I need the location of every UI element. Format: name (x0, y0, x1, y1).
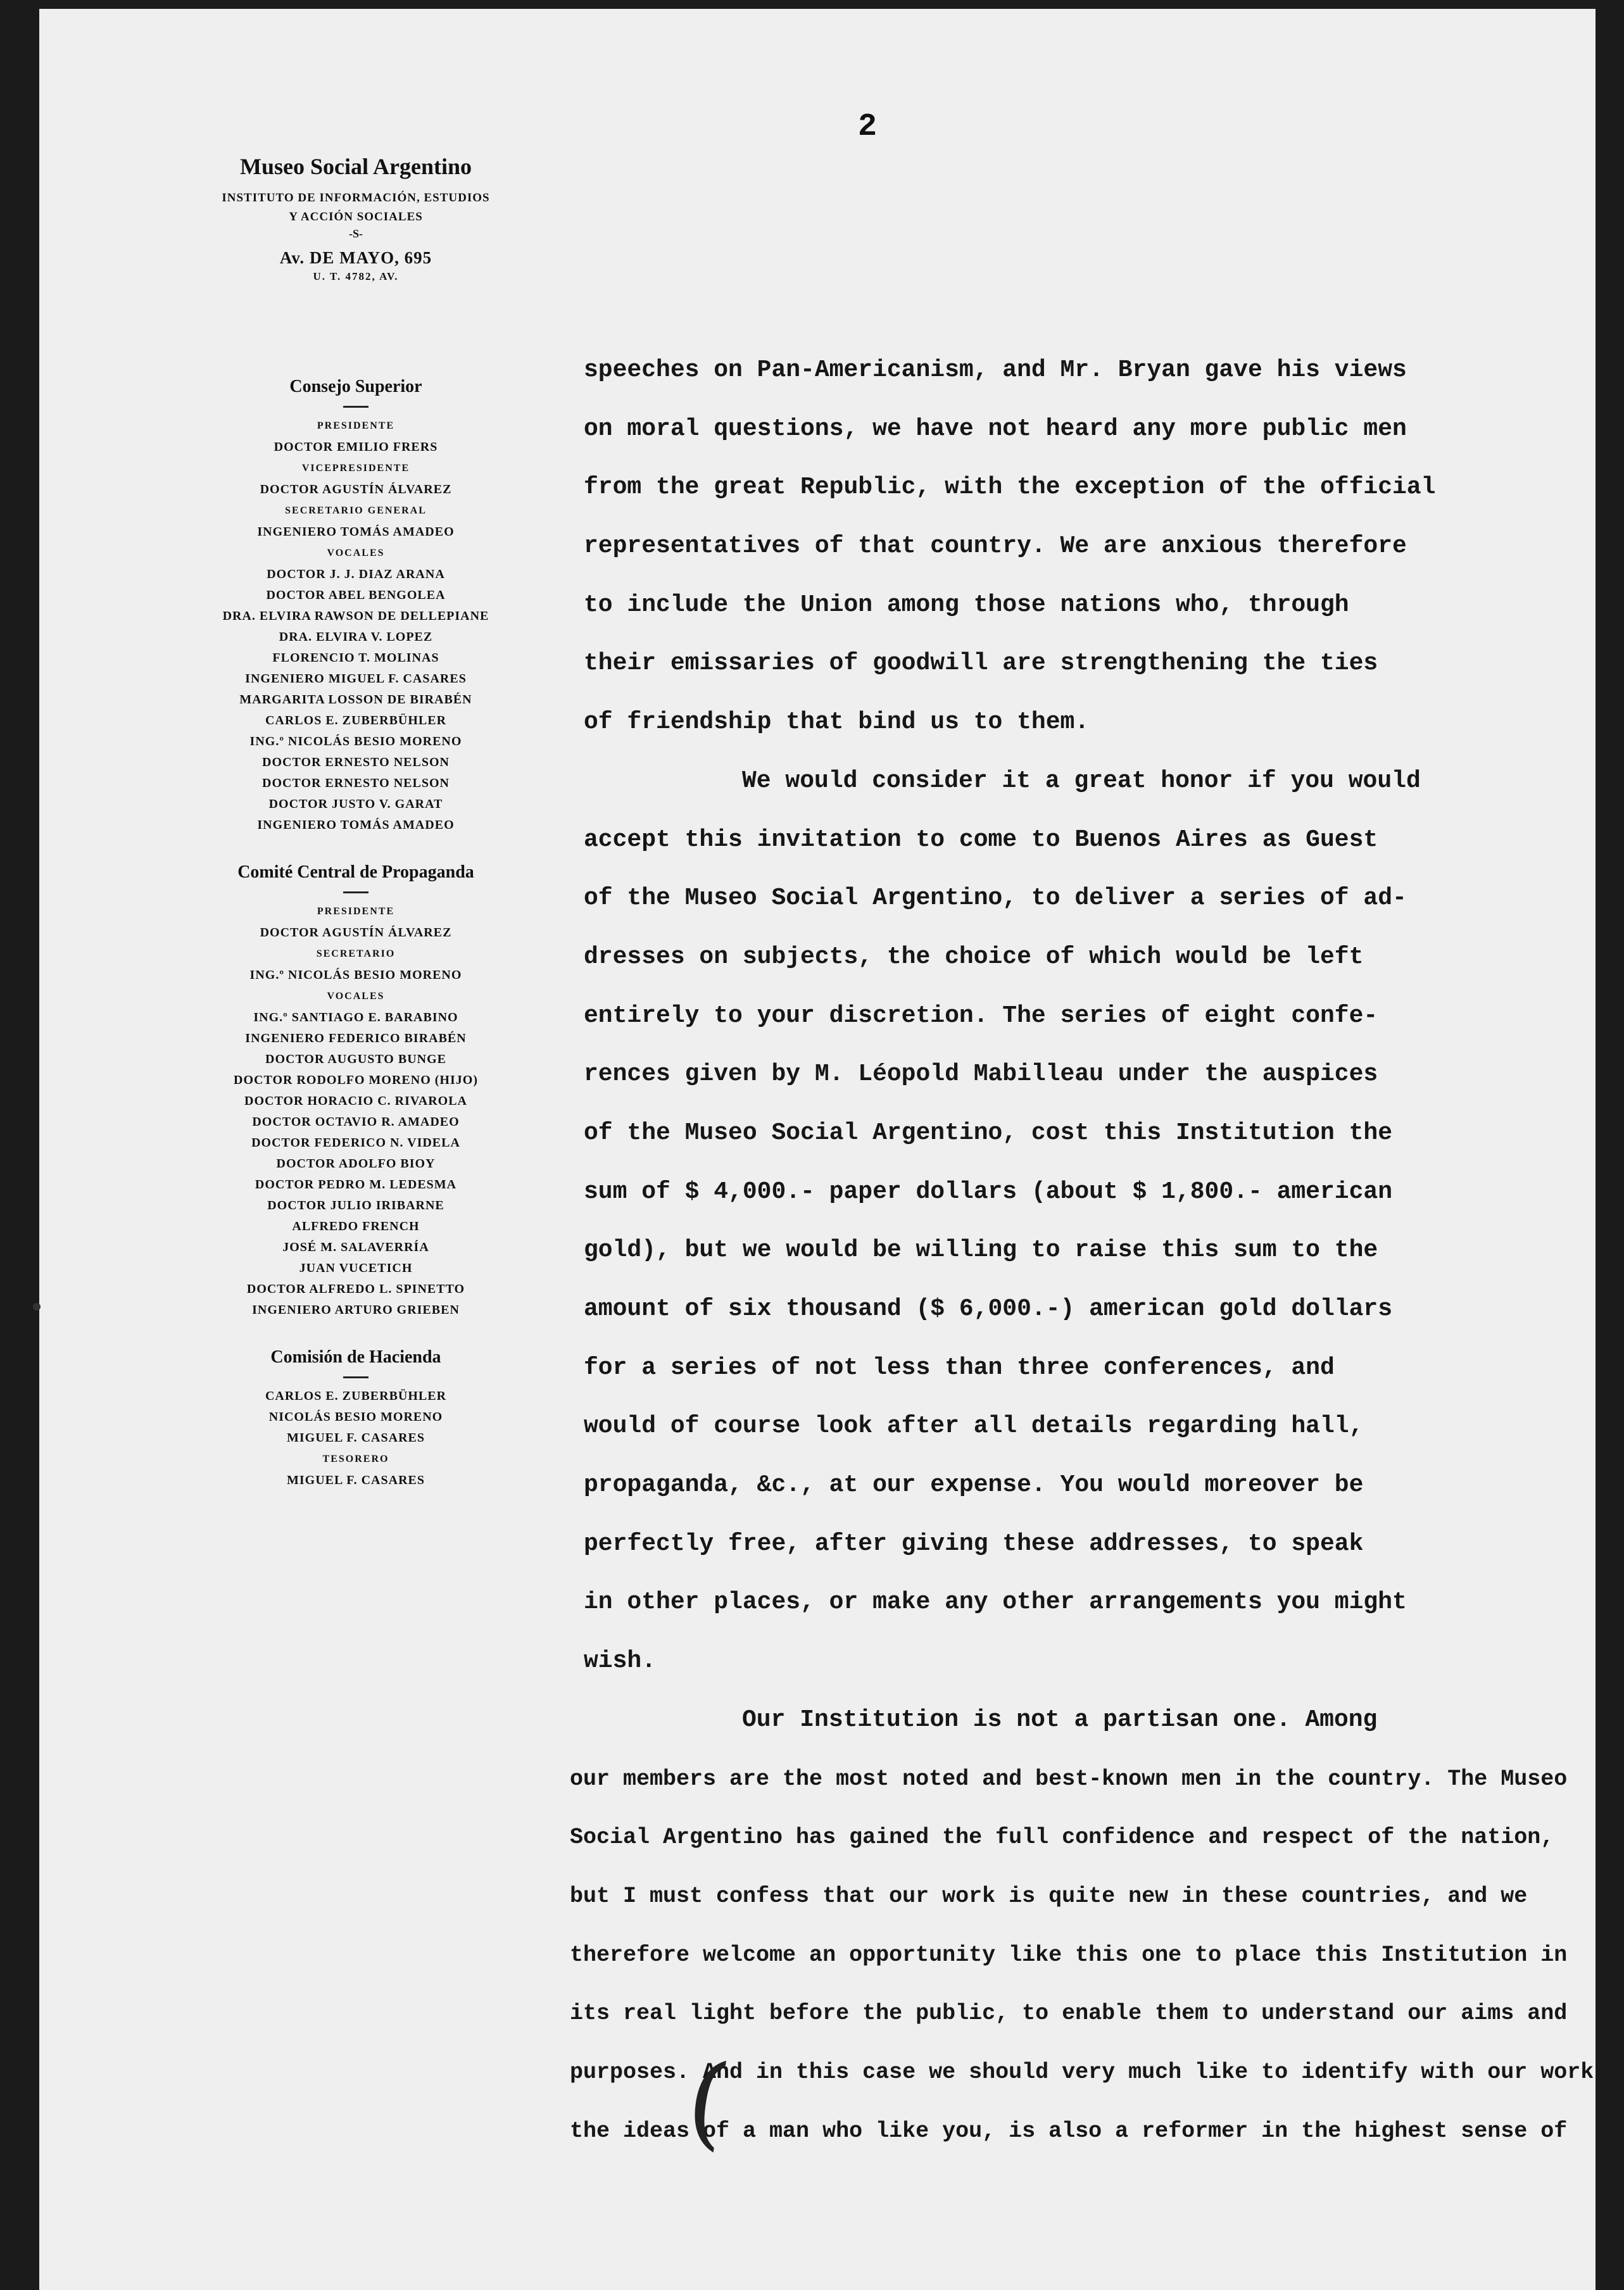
body-line: of friendship that bind us to them. (584, 708, 1090, 736)
body-line: representatives of that country. We are anxious therefore (584, 532, 1407, 560)
section-title: Comisión de Hacienda (270, 1347, 441, 1367)
letterhead-mark: -S- (349, 227, 363, 240)
body-line: entirely to your discretion. The series of eight confe- (584, 1002, 1378, 1029)
body-line: the ideas of a man who like you, is also a reformer in the highest sense of (570, 2118, 1568, 2144)
board-member: CARLOS E. ZUBERBÜHLER (265, 1389, 447, 1403)
body-line: would of course look after all details regarding hall, (584, 1412, 1364, 1440)
letterhead-address: Av. DE MAYO, 695 (279, 248, 432, 267)
body-line: their emissaries of goodwill are strengthening the ties (584, 650, 1378, 677)
board-member: CARLOS E. ZUBERBÜHLER (265, 714, 447, 727)
board-member: FLORENCIO T. MOLINAS (272, 651, 439, 665)
body-line: but I must confess that our work is quite new in these countries, and we (570, 1883, 1528, 1909)
board-member: INGENIERO TOMÁS AMADEO (257, 525, 455, 539)
body-line: perfectly free, after giving these addresses, to speak (584, 1530, 1364, 1557)
board-member: ING.º SANTIAGO E. BARABINO (253, 1010, 458, 1024)
body-line: its real light before the public, to enable them to understand our aims and (570, 2001, 1568, 2027)
letter-body (570, 341, 1594, 2160)
letter-page (39, 9, 1596, 2290)
section-divider (343, 1376, 368, 1378)
board-member: NICOLÁS BESIO MORENO (268, 1410, 443, 1424)
board-member: DOCTOR ERNESTO NELSON (262, 776, 450, 790)
board-member: DOCTOR AGUSTÍN ÁLVAREZ (260, 926, 452, 940)
board-role: SECRETARIO (316, 948, 396, 959)
board-member: DOCTOR ABEL BENGOLEA (266, 588, 446, 602)
board-member: MIGUEL F. CASARES (287, 1473, 425, 1487)
section-divider (343, 406, 368, 408)
board-member: DOCTOR ALFREDO L. SPINETTO (246, 1282, 465, 1296)
body-line: from the great Republic, with the exception of the official (584, 474, 1436, 501)
board-role: SECRETARIO GENERAL (285, 505, 427, 516)
board-member: DOCTOR RODOLFO MORENO (HIJO) (234, 1073, 478, 1087)
board-member: DOCTOR OCTAVIO R. AMADEO (252, 1115, 460, 1129)
board-member: JUAN VUCETICH (299, 1261, 413, 1275)
board-role: VOCALES (327, 991, 385, 1002)
board-member: DOCTOR AGUSTÍN ÁLVAREZ (260, 482, 452, 496)
body-line: accept this invitation to come to Buenos Aires as Guest (584, 826, 1378, 853)
body-line: We would consider it a great honor if you would (742, 767, 1421, 795)
body-line: Social Argentino has gained the full confidence and respect of the nation, (570, 1825, 1554, 1851)
body-line: therefore welcome an opportunity like this one to place this Institution in (570, 1942, 1568, 1968)
body-line: propaganda, &c., at our expense. You would moreover be (584, 1471, 1364, 1499)
letterhead-name: Museo Social Argentino (240, 154, 472, 179)
board-member: DOCTOR ADOLFO BIOY (276, 1157, 436, 1171)
board-member: DOCTOR JULIO IRIBARNE (267, 1198, 444, 1212)
letterhead-subtitle-2: Y ACCIÓN SOCIALES (289, 210, 423, 223)
letterhead-sidebar (153, 153, 558, 1491)
board-role: PRESIDENTE (317, 420, 395, 431)
section-divider (343, 891, 368, 893)
body-line: Our Institution is not a partisan one. Among (742, 1706, 1378, 1733)
board-member: ING.º NICOLÁS BESIO MORENO (249, 968, 462, 982)
body-line: our members are the most noted and best-known men in the country. The Museo (570, 1766, 1568, 1792)
body-line: to include the Union among those nations who, through (584, 591, 1349, 619)
body-line: on moral questions, we have not heard any more public men (584, 415, 1407, 443)
board-member: MIGUEL F. CASARES (287, 1431, 425, 1445)
section-title: Comité Central de Propaganda (237, 862, 474, 882)
board-member: DOCTOR EMILIO FRERS (274, 440, 438, 454)
board-member: DOCTOR JUSTO V. GARAT (268, 797, 443, 811)
board-sections (153, 377, 558, 1491)
page-number: 2 (858, 109, 878, 145)
body-line: wish. (584, 1647, 657, 1675)
body-line: speeches on Pan-Americanism, and Mr. Bryan gave his views (584, 356, 1407, 384)
board-member: MARGARITA LOSSON DE BIRABÉN (239, 693, 472, 707)
board-member: INGENIERO ARTURO GRIEBEN (252, 1303, 460, 1317)
body-line: dresses on subjects, the choice of which would be left (584, 943, 1364, 971)
body-line: purposes. And in this case we should very much like to identify with our work (570, 2059, 1594, 2085)
board-member: DOCTOR PEDRO M. LEDESMA (255, 1178, 457, 1192)
board-member: DOCTOR FEDERICO N. VIDELA (251, 1136, 460, 1150)
letterhead-phone: U. T. 4782, AV. (313, 270, 399, 282)
body-line: sum of $ 4,000.- paper dollars (about $ 1,800.- american (584, 1178, 1393, 1205)
board-member: DRA. ELVIRA V. LOPEZ (279, 630, 433, 644)
binding-hole (33, 1303, 41, 1311)
board-member: ALFREDO FRENCH (292, 1219, 420, 1233)
board-member: INGENIERO MIGUEL F. CASARES (245, 672, 467, 686)
board-role: PRESIDENTE (317, 906, 395, 917)
board-member: DOCTOR J. J. DIAZ ARANA (267, 567, 445, 581)
body-line: amount of six thousand ($ 6,000.-) american gold dollars (584, 1295, 1393, 1323)
body-line: rences given by M. Léopold Mabilleau under the auspices (584, 1060, 1378, 1088)
board-member: JOSÉ M. SALAVERRÍA (282, 1240, 429, 1254)
board-member: DOCTOR AUGUSTO BUNGE (265, 1052, 446, 1066)
body-line: in other places, or make any other arrangements you might (584, 1589, 1407, 1616)
body-line: of the Museo Social Argentino, to deliver a series of ad- (584, 884, 1407, 912)
board-member: DOCTOR ERNESTO NELSON (262, 755, 450, 769)
board-role: VICEPRESIDENTE (301, 463, 410, 474)
body-line: gold), but we would be willing to raise this sum to the (584, 1236, 1378, 1264)
board-member: INGENIERO TOMÁS AMADEO (257, 818, 455, 832)
board-role: TESORERO (322, 1454, 389, 1464)
board-member: DRA. ELVIRA RAWSON DE DELLEPIANE (222, 609, 489, 623)
section-title: Consejo Superior (289, 377, 422, 396)
board-role: VOCALES (327, 548, 385, 558)
board-member: DOCTOR HORACIO C. RIVAROLA (244, 1094, 467, 1108)
board-member: ING.º NICOLÁS BESIO MORENO (249, 734, 462, 748)
letterhead-subtitle-1: INSTITUTO DE INFORMACIÓN, ESTUDIOS (222, 191, 490, 204)
board-member: INGENIERO FEDERICO BIRABÉN (245, 1031, 467, 1045)
body-line: for a series of not less than three conferences, and (584, 1354, 1335, 1381)
handwritten-bracket: ( (680, 2039, 736, 2162)
body-line: of the Museo Social Argentino, cost this Institution the (584, 1119, 1393, 1147)
